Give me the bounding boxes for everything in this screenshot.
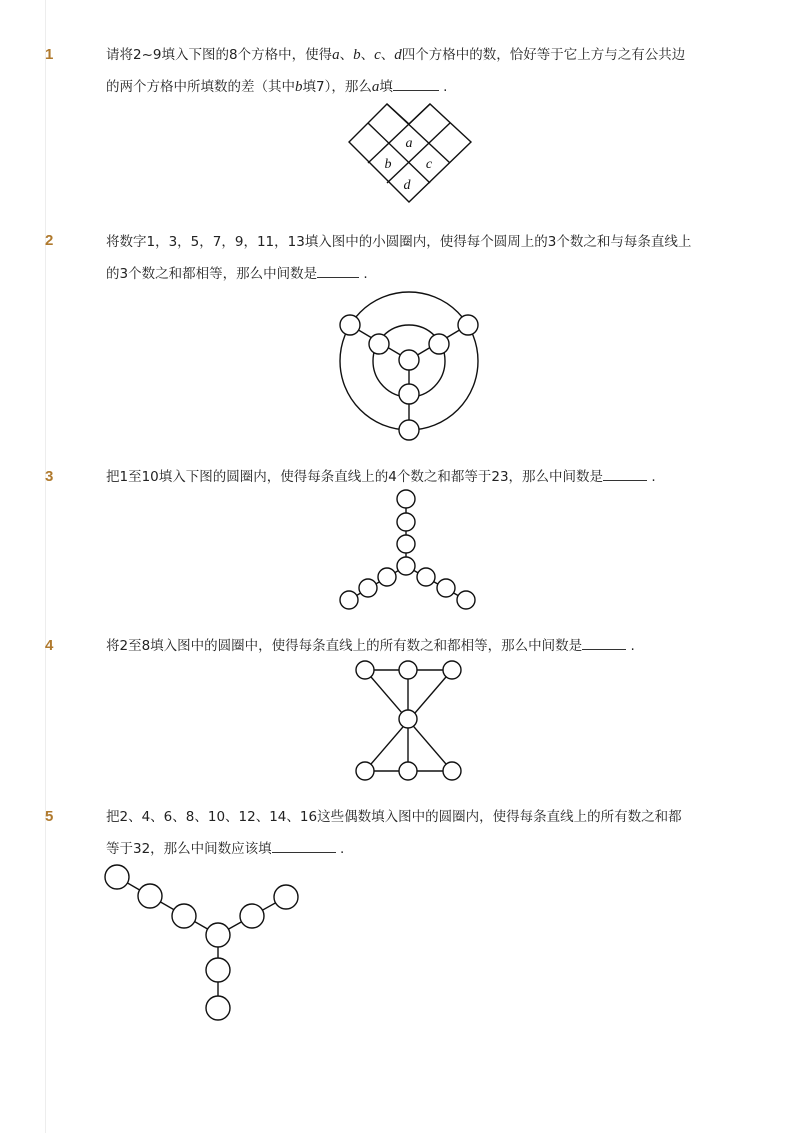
q1-separator: 、 [360,47,375,63]
line-right [406,566,466,600]
circle-node[interactable] [399,762,417,780]
answer-blank[interactable] [393,76,439,91]
line-left [349,566,406,600]
circle-node[interactable] [378,568,396,586]
diamond-grid-figure [340,100,480,205]
question-1-number: 1 [45,46,54,63]
question-2-number: 2 [45,232,54,249]
q1-var-b: b [353,47,361,63]
question-5-number: 5 [45,808,54,825]
question-5-line-1: 把2、4、6、8、10、12、14、16这些偶数填入图中的圆圈内，使得每条直线上的所有数之和都 [106,809,682,825]
center-circle-node[interactable] [206,923,230,947]
q2-text-segment: . [363,266,368,282]
q1-text-segment: 四个方格中的数，恰好等于它上方与之有公共边 [401,47,686,63]
question-1-line-2 [106,71,718,103]
circle-node[interactable] [340,591,358,609]
cell-label-a: a [405,136,413,151]
circle-node[interactable] [356,762,374,780]
circle-node[interactable] [443,661,461,679]
question-4-text [106,630,718,662]
cell-label-d: d [403,178,411,193]
q1-text-segment: 填7），那么 [302,79,372,95]
circle-node[interactable] [359,579,377,597]
circle-node[interactable] [172,904,196,928]
branch-left [117,877,218,935]
cell-label-b: b [384,157,392,172]
circle-node[interactable] [138,884,162,908]
answer-blank[interactable] [603,466,647,481]
circle-node[interactable] [105,865,129,889]
circle-node[interactable] [458,315,478,335]
question-3-number: 3 [45,468,54,485]
center-circle-node[interactable] [397,557,415,575]
question-2-text [106,226,718,290]
q5-text-segment: 等于32，那么中间数应该填 [106,841,272,857]
circle-node[interactable] [443,762,461,780]
question-2-line-1: 将数字1，3，5，7，9，11，13填入图中的小圆圈内，使得每个圆周上的3个数之和与每条直线上 [106,234,692,250]
circle-node[interactable] [206,996,230,1020]
question-1-text [106,39,718,103]
answer-blank[interactable] [272,838,336,853]
q4-text-segment: 将2至8填入图中的圆圈中，使得每条直线上的所有数之和都相等，那么中间数是 [106,638,583,654]
question-3-text [106,461,718,493]
q3-text-segment: 把1至10填入下图的圆圈内，使得每条直线上的4个数之和都等于23，那么中间数是 [106,469,604,485]
circle-node[interactable] [397,490,415,508]
answer-blank[interactable] [317,263,359,278]
center-circle-node[interactable] [399,710,417,728]
circle-node[interactable] [437,579,455,597]
question-4-line-1 [106,630,718,662]
answer-blank[interactable] [582,635,626,650]
circle-node[interactable] [457,591,475,609]
circle-node[interactable] [274,885,298,909]
q1-var-c: c [374,47,381,63]
y-shape-figure [100,860,310,1025]
circle-node[interactable] [356,661,374,679]
center-circle-node[interactable] [399,350,419,370]
q2-text-segment: 的3个数之和都相等，那么中间数是 [106,266,318,282]
q1-var-a: a [371,79,380,95]
circle-node[interactable] [429,334,449,354]
q4-text-segment: . [630,638,635,654]
q1-separator: 、 [339,47,354,63]
question-3-line-1 [106,461,718,493]
q1-var-d: d [394,47,402,63]
circle-node[interactable] [397,535,415,553]
circle-node[interactable] [397,513,415,531]
hourglass-figure [350,660,470,785]
question-5-text [106,801,718,865]
page-margin-line [45,0,46,1133]
question-4-number: 4 [45,637,54,654]
three-line-star-figure [335,490,485,615]
circle-node[interactable] [399,420,419,440]
circle-node[interactable] [399,661,417,679]
q5-text-segment: . [339,841,345,857]
circle-node[interactable] [240,904,264,928]
cell-label-c: c [425,157,433,172]
circle-node[interactable] [399,384,419,404]
q1-separator: 、 [380,47,395,63]
circle-node[interactable] [417,568,435,586]
q3-text-segment: . [651,469,656,485]
q1-text-segment: 请将2~9填入下图的8个方格中，使得 [106,47,333,63]
question-1-line-1 [106,39,718,71]
q1-text-segment: 的两个方格中所填数的差（其中 [106,79,295,95]
q1-var-a: a [332,47,340,63]
q1-text-segment: 填 [379,79,393,95]
q1-var-b: b [295,79,303,95]
circle-node[interactable] [206,958,230,982]
circle-node[interactable] [369,334,389,354]
q1-text-segment: . [443,79,448,95]
circle-node[interactable] [340,315,360,335]
concentric-circles-figure [330,285,490,450]
